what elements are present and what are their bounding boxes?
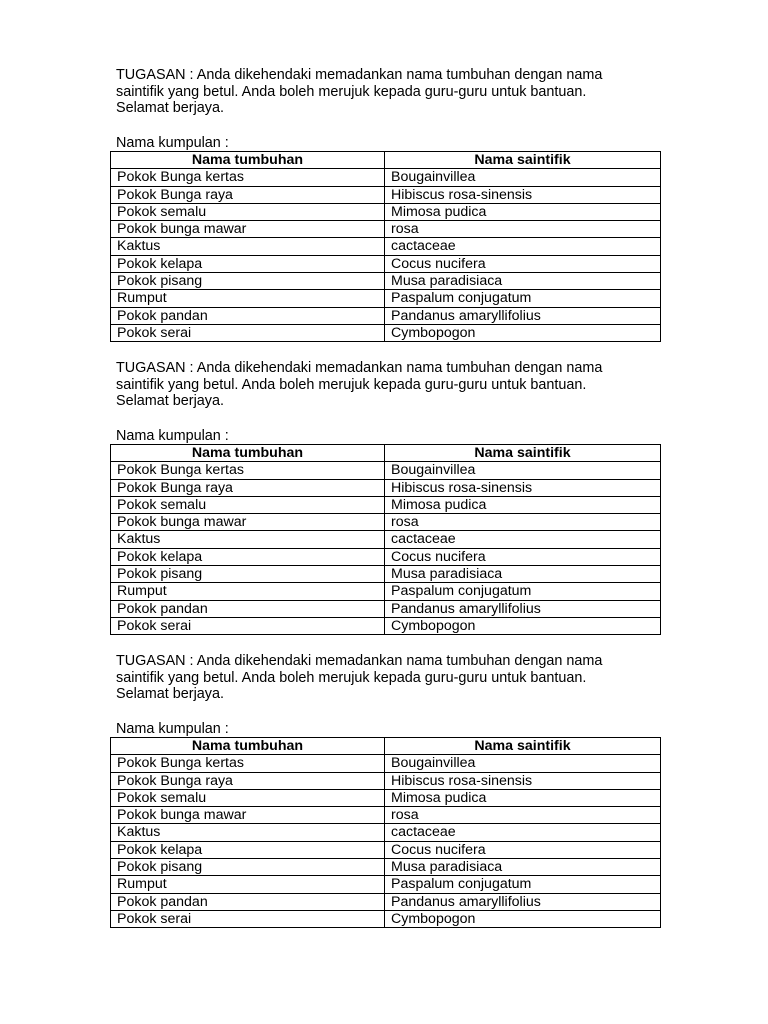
scientific-name-cell: cactaceae bbox=[385, 238, 661, 255]
scientific-name-cell: Cocus nucifera bbox=[385, 255, 661, 272]
table-row bbox=[111, 617, 661, 634]
scientific-name-cell: Musa paradisiaca bbox=[385, 566, 661, 583]
scientific-name-cell: cactaceae bbox=[385, 531, 661, 548]
group-name-label: Nama kumpulan : bbox=[116, 427, 229, 444]
scientific-name-cell: Bougainvillea bbox=[385, 462, 661, 479]
table-row bbox=[111, 789, 661, 806]
worksheet-block-1 bbox=[110, 67, 660, 342]
plant-name-cell: Rumput bbox=[111, 876, 385, 893]
table-row bbox=[111, 496, 661, 513]
table-header-row bbox=[111, 152, 661, 169]
table-row bbox=[111, 807, 661, 824]
header-scientific-name: Nama saintifik bbox=[385, 445, 661, 462]
plant-name-cell: Pokok kelapa bbox=[111, 255, 385, 272]
scientific-name-cell: Bougainvillea bbox=[385, 755, 661, 772]
plant-name-cell: Pokok semalu bbox=[111, 496, 385, 513]
header-plant-name: Nama tumbuhan bbox=[111, 738, 385, 755]
instruction-text: TUGASAN : Anda dikehendaki memadankan nama tumbuhan dengan nama saintifik yang betul. Anda boleh merujuk kepada guru-guru untuk bantuan. Selamat berjaya. bbox=[116, 360, 603, 409]
scientific-name-cell: cactaceae bbox=[385, 824, 661, 841]
scientific-name-cell: Paspalum conjugatum bbox=[385, 290, 661, 307]
plant-name-cell: Pokok serai bbox=[111, 324, 385, 341]
group-name-label: Nama kumpulan : bbox=[116, 134, 229, 151]
plant-name-cell: Kaktus bbox=[111, 824, 385, 841]
scientific-name-cell: rosa bbox=[385, 221, 661, 238]
table-row bbox=[111, 255, 661, 272]
plant-name-cell: Pokok bunga mawar bbox=[111, 807, 385, 824]
plant-name-cell: Pokok semalu bbox=[111, 789, 385, 806]
table-row bbox=[111, 772, 661, 789]
table-header-row bbox=[111, 445, 661, 462]
table-row bbox=[111, 462, 661, 479]
plant-name-cell: Pokok bunga mawar bbox=[111, 221, 385, 238]
table-row bbox=[111, 169, 661, 186]
plant-name-cell: Pokok kelapa bbox=[111, 841, 385, 858]
plant-name-cell: Pokok serai bbox=[111, 617, 385, 634]
table-row bbox=[111, 324, 661, 341]
plant-name-cell: Pokok Bunga kertas bbox=[111, 169, 385, 186]
header-plant-name: Nama tumbuhan bbox=[111, 445, 385, 462]
scientific-name-cell: Cymbopogon bbox=[385, 324, 661, 341]
table-row bbox=[111, 531, 661, 548]
table-row bbox=[111, 859, 661, 876]
table-row bbox=[111, 893, 661, 910]
table-row bbox=[111, 755, 661, 772]
scientific-name-cell: rosa bbox=[385, 514, 661, 531]
plant-name-cell: Pokok Bunga raya bbox=[111, 772, 385, 789]
table-row bbox=[111, 824, 661, 841]
plant-names-table bbox=[110, 444, 661, 635]
scientific-name-cell: Musa paradisiaca bbox=[385, 273, 661, 290]
table-row bbox=[111, 600, 661, 617]
plant-name-cell: Pokok pandan bbox=[111, 307, 385, 324]
table-row bbox=[111, 290, 661, 307]
plant-name-cell: Pokok Bunga kertas bbox=[111, 462, 385, 479]
scientific-name-cell: Paspalum conjugatum bbox=[385, 583, 661, 600]
worksheet-block-2 bbox=[110, 360, 660, 635]
plant-name-cell: Pokok bunga mawar bbox=[111, 514, 385, 531]
plant-name-cell: Pokok pisang bbox=[111, 273, 385, 290]
worksheet-block-3 bbox=[110, 653, 660, 928]
scientific-name-cell: Bougainvillea bbox=[385, 169, 661, 186]
table-row bbox=[111, 566, 661, 583]
plant-name-cell: Pokok Bunga raya bbox=[111, 479, 385, 496]
scientific-name-cell: Mimosa pudica bbox=[385, 203, 661, 220]
table-row bbox=[111, 238, 661, 255]
plant-name-cell: Pokok Bunga kertas bbox=[111, 755, 385, 772]
scientific-name-cell: Pandanus amaryllifolius bbox=[385, 600, 661, 617]
plant-name-cell: Pokok serai bbox=[111, 910, 385, 927]
scientific-name-cell: Musa paradisiaca bbox=[385, 859, 661, 876]
plant-name-cell: Kaktus bbox=[111, 531, 385, 548]
plant-name-cell: Pokok Bunga raya bbox=[111, 186, 385, 203]
scientific-name-cell: Mimosa pudica bbox=[385, 496, 661, 513]
plant-name-cell: Pokok semalu bbox=[111, 203, 385, 220]
header-plant-name: Nama tumbuhan bbox=[111, 152, 385, 169]
plant-names-table bbox=[110, 151, 661, 342]
plant-name-cell: Rumput bbox=[111, 583, 385, 600]
plant-names-table bbox=[110, 737, 661, 928]
instruction-text: TUGASAN : Anda dikehendaki memadankan nama tumbuhan dengan nama saintifik yang betul. Anda boleh merujuk kepada guru-guru untuk bantuan. Selamat berjaya. bbox=[116, 67, 603, 116]
plant-name-cell: Pokok pandan bbox=[111, 893, 385, 910]
table-row bbox=[111, 583, 661, 600]
scientific-name-cell: Pandanus amaryllifolius bbox=[385, 893, 661, 910]
table-row bbox=[111, 548, 661, 565]
instruction-text: TUGASAN : Anda dikehendaki memadankan nama tumbuhan dengan nama saintifik yang betul. Anda boleh merujuk kepada guru-guru untuk bantuan. Selamat berjaya. bbox=[116, 653, 603, 702]
table-row bbox=[111, 186, 661, 203]
table-row bbox=[111, 273, 661, 290]
table-header-row bbox=[111, 738, 661, 755]
plant-name-cell: Pokok pandan bbox=[111, 600, 385, 617]
scientific-name-cell: Pandanus amaryllifolius bbox=[385, 307, 661, 324]
header-scientific-name: Nama saintifik bbox=[385, 738, 661, 755]
table-row bbox=[111, 307, 661, 324]
scientific-name-cell: Cocus nucifera bbox=[385, 548, 661, 565]
table-row bbox=[111, 221, 661, 238]
scientific-name-cell: Hibiscus rosa-sinensis bbox=[385, 479, 661, 496]
scientific-name-cell: Cocus nucifera bbox=[385, 841, 661, 858]
table-row bbox=[111, 479, 661, 496]
table-row bbox=[111, 514, 661, 531]
table-row bbox=[111, 203, 661, 220]
plant-name-cell: Pokok pisang bbox=[111, 566, 385, 583]
table-row bbox=[111, 910, 661, 927]
table-row bbox=[111, 841, 661, 858]
scientific-name-cell: rosa bbox=[385, 807, 661, 824]
plant-name-cell: Rumput bbox=[111, 290, 385, 307]
scientific-name-cell: Cymbopogon bbox=[385, 617, 661, 634]
plant-name-cell: Pokok kelapa bbox=[111, 548, 385, 565]
table-row bbox=[111, 876, 661, 893]
group-name-label: Nama kumpulan : bbox=[116, 720, 229, 737]
plant-name-cell: Kaktus bbox=[111, 238, 385, 255]
scientific-name-cell: Mimosa pudica bbox=[385, 789, 661, 806]
scientific-name-cell: Hibiscus rosa-sinensis bbox=[385, 772, 661, 789]
scientific-name-cell: Paspalum conjugatum bbox=[385, 876, 661, 893]
scientific-name-cell: Hibiscus rosa-sinensis bbox=[385, 186, 661, 203]
plant-name-cell: Pokok pisang bbox=[111, 859, 385, 876]
scientific-name-cell: Cymbopogon bbox=[385, 910, 661, 927]
header-scientific-name: Nama saintifik bbox=[385, 152, 661, 169]
